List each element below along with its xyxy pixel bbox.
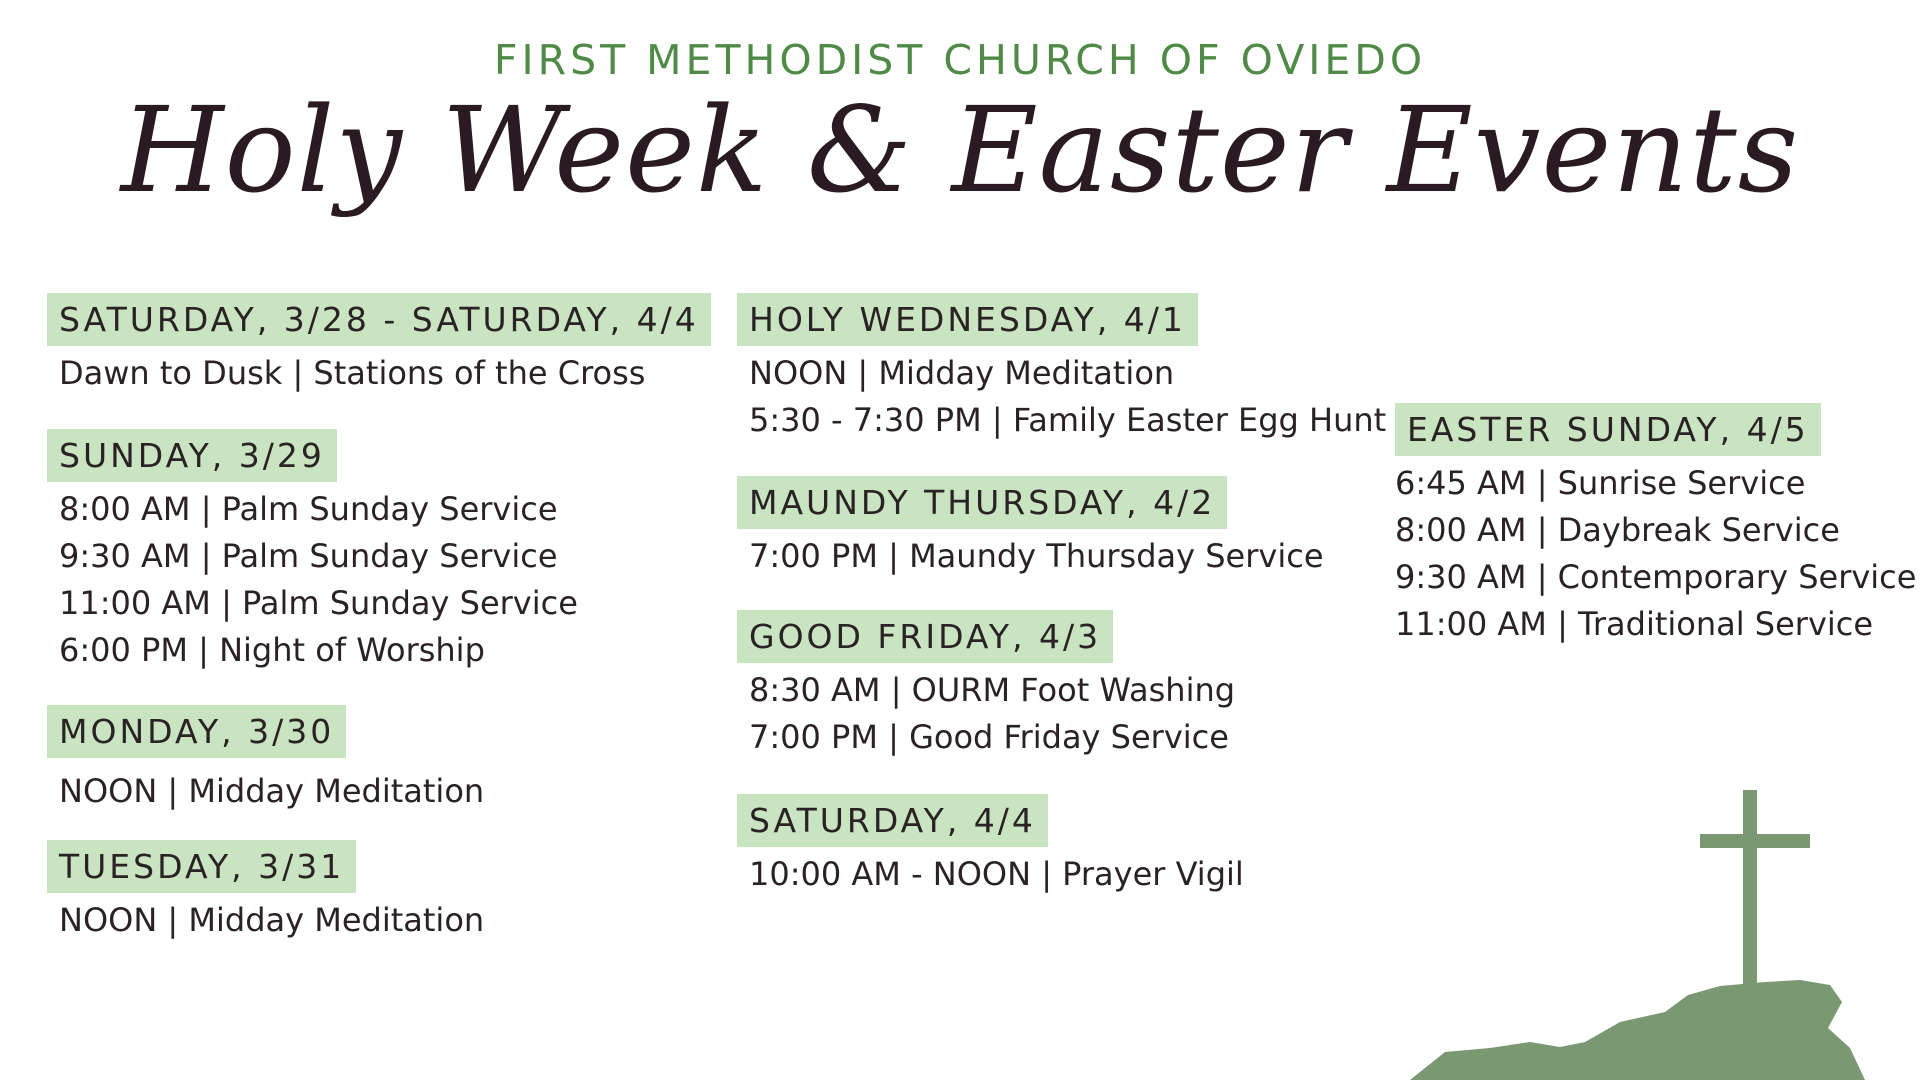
- event-item: NOON | Midday Meditation: [749, 354, 1175, 392]
- event-item: 9:30 AM | Palm Sunday Service: [59, 537, 558, 575]
- event-item: 7:00 PM | Good Friday Service: [749, 718, 1229, 756]
- event-item: 6:00 PM | Night of Worship: [59, 631, 485, 669]
- event-item: 8:00 AM | Palm Sunday Service: [59, 490, 558, 528]
- day-block-tuesday: [47, 840, 484, 944]
- event-item: NOON | Midday Meditation: [59, 901, 485, 939]
- page-title: Holy Week & Easter Events: [120, 81, 1800, 219]
- day-block-sat-range: [47, 293, 711, 397]
- event-item: 11:00 AM | Traditional Service: [1395, 605, 1874, 643]
- event-item: 11:00 AM | Palm Sunday Service: [59, 584, 578, 622]
- day-block-maundy-thursday: [737, 476, 1324, 580]
- day-heading: SATURDAY, 4/4: [737, 794, 1048, 847]
- event-item: 8:30 AM | OURM Foot Washing: [749, 671, 1236, 709]
- day-heading: GOOD FRIDAY, 4/3: [737, 610, 1113, 663]
- event-item: NOON | Midday Meditation: [59, 772, 485, 810]
- day-heading: EASTER SUNDAY, 4/5: [1395, 403, 1821, 456]
- church-name: FIRST METHODIST CHURCH OF OVIEDO: [493, 36, 1427, 84]
- day-block-easter-sunday: [1383, 403, 1916, 648]
- day-heading: SATURDAY, 3/28 - SATURDAY, 4/4: [47, 293, 711, 346]
- day-heading: TUESDAY, 3/31: [47, 840, 356, 893]
- event-item: Dawn to Dusk | Stations of the Cross: [59, 354, 646, 392]
- day-block-holy-wednesday: [737, 293, 1386, 444]
- day-block-saturday: [737, 794, 1244, 898]
- event-item: 10:00 AM - NOON | Prayer Vigil: [749, 855, 1244, 893]
- event-item: 9:30 AM | Contemporary Service: [1395, 558, 1917, 596]
- event-item: 8:00 AM | Daybreak Service: [1395, 511, 1840, 549]
- day-heading: MONDAY, 3/30: [47, 705, 346, 758]
- day-heading: MAUNDY THURSDAY, 4/2: [737, 476, 1227, 529]
- day-heading: SUNDAY, 3/29: [47, 429, 337, 482]
- day-block-sunday: [47, 429, 578, 674]
- day-block-monday: [47, 705, 484, 815]
- event-item: 7:00 PM | Maundy Thursday Service: [749, 537, 1324, 575]
- cross-on-hill-icon: [1410, 790, 1890, 1080]
- day-block-good-friday: [737, 610, 1235, 761]
- day-heading: HOLY WEDNESDAY, 4/1: [737, 293, 1198, 346]
- event-item: 5:30 - 7:30 PM | Family Easter Egg Hunt: [749, 401, 1387, 439]
- event-item: 6:45 AM | Sunrise Service: [1395, 464, 1806, 502]
